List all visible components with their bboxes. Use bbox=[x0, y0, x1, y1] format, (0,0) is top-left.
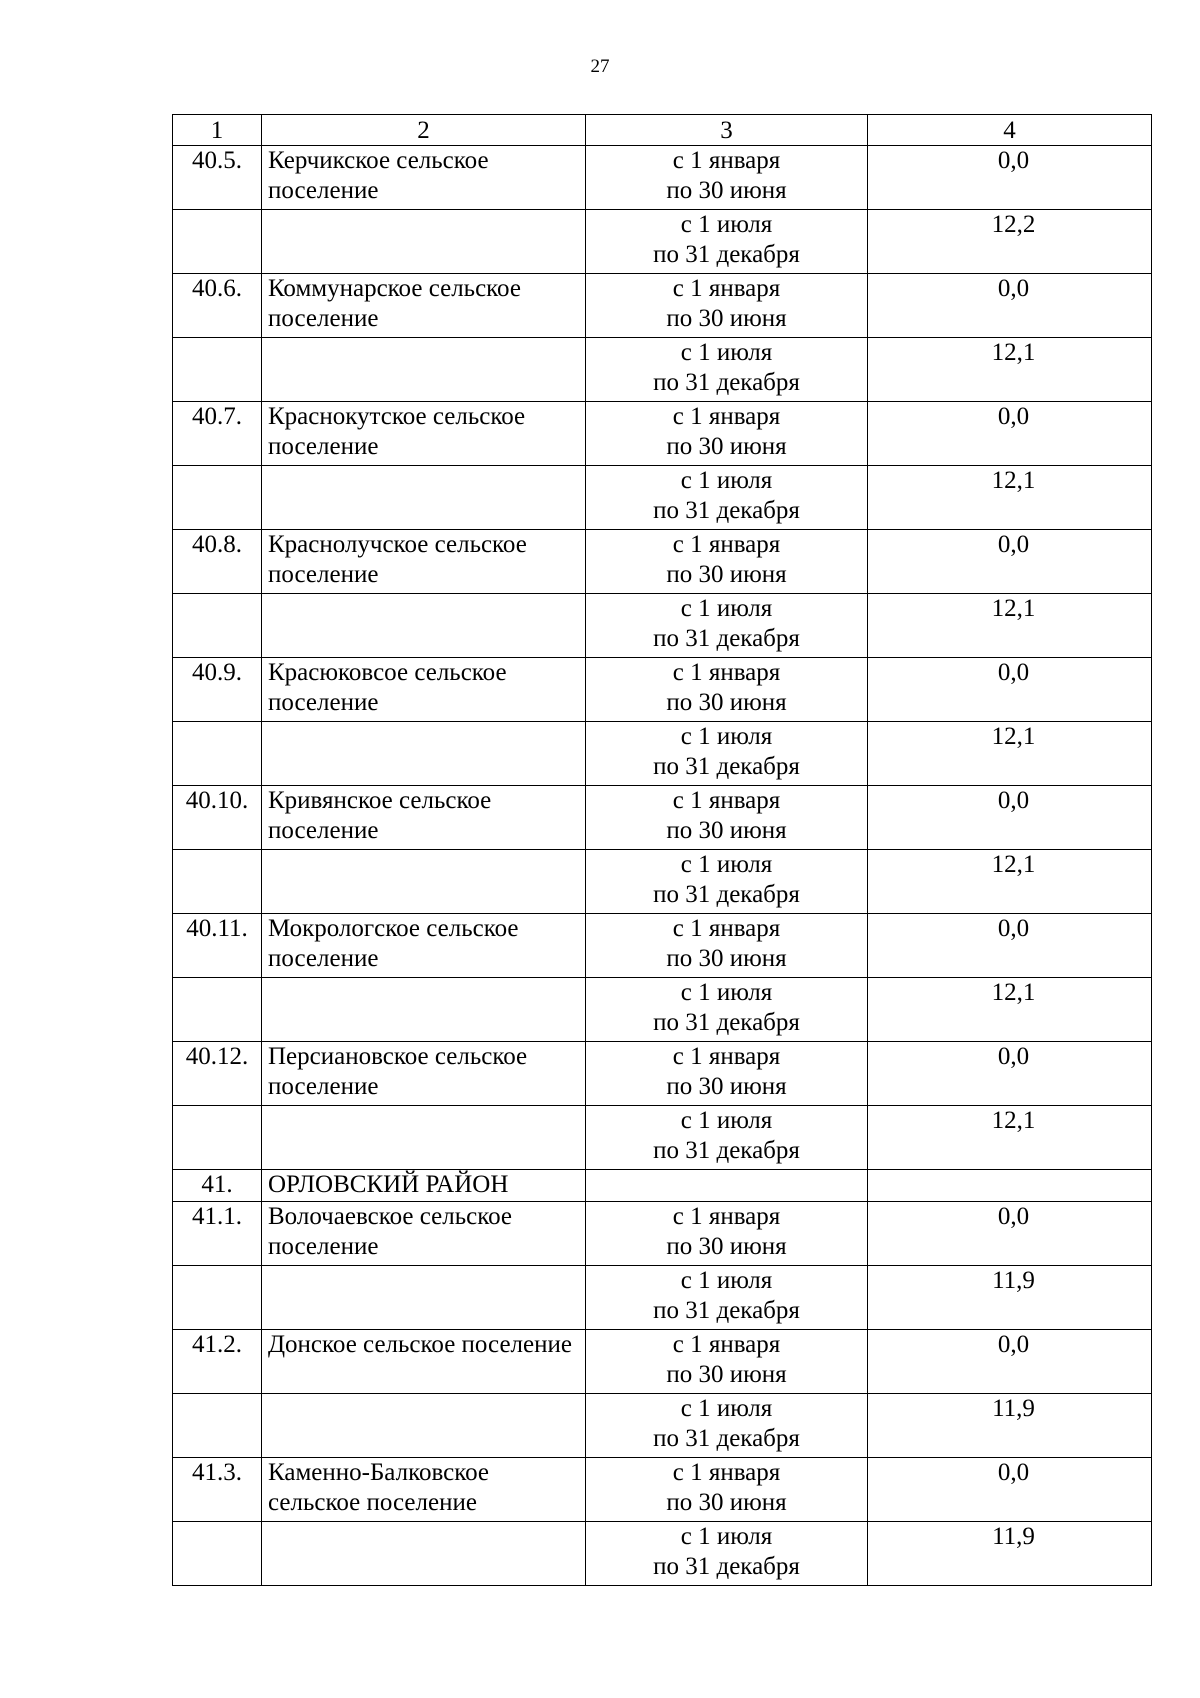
period-text: с 1 июля по 31 декабря bbox=[653, 1107, 800, 1164]
period-text: с 1 июля по 31 декабря bbox=[653, 467, 800, 524]
row-number-text: 40.5. bbox=[192, 147, 242, 174]
value-cell bbox=[868, 402, 1152, 466]
value-text: 0,0 bbox=[997, 1203, 1030, 1230]
value-text: 0,0 bbox=[997, 531, 1030, 558]
table-row bbox=[173, 402, 1152, 466]
table-row bbox=[173, 786, 1152, 850]
row-number-text: 41.1. bbox=[192, 1203, 242, 1230]
period-cell bbox=[586, 914, 868, 978]
period-text: с 1 июля по 31 декабря bbox=[653, 211, 800, 268]
value-cell bbox=[868, 1106, 1152, 1170]
period-cell bbox=[586, 722, 868, 786]
value-cell bbox=[868, 210, 1152, 274]
table-row bbox=[173, 1106, 1152, 1170]
value-text: 12,1 bbox=[991, 979, 1036, 1006]
period-cell bbox=[586, 1266, 868, 1330]
period-text: с 1 января по 30 июня bbox=[666, 659, 787, 716]
settlement-name-cell bbox=[262, 338, 586, 402]
row-number-text: 41.2. bbox=[192, 1331, 242, 1358]
table-row bbox=[173, 466, 1152, 530]
value-text: 0,0 bbox=[997, 1331, 1030, 1358]
settlement-name-cell bbox=[262, 1522, 586, 1586]
period-text: с 1 июля по 31 декабря bbox=[653, 1395, 800, 1452]
row-number-cell bbox=[173, 338, 262, 402]
period-cell bbox=[586, 786, 868, 850]
period-cell bbox=[586, 1202, 868, 1266]
rates-table bbox=[172, 114, 1152, 1586]
table-row bbox=[173, 978, 1152, 1042]
value-cell bbox=[868, 658, 1152, 722]
table-row bbox=[173, 338, 1152, 402]
table-row bbox=[173, 914, 1152, 978]
value-cell bbox=[868, 1458, 1152, 1522]
value-text: 0,0 bbox=[997, 1043, 1030, 1070]
row-number-text: 40.10. bbox=[185, 787, 249, 814]
period-cell bbox=[586, 1522, 868, 1586]
row-number-cell bbox=[173, 594, 262, 658]
period-text: с 1 января по 30 июня bbox=[666, 1331, 787, 1388]
settlement-name-cell bbox=[262, 722, 586, 786]
row-number-cell bbox=[173, 274, 262, 338]
settlement-name-cell bbox=[262, 1394, 586, 1458]
period-cell bbox=[586, 466, 868, 530]
settlement-name-cell bbox=[262, 466, 586, 530]
settlement-name-cell bbox=[262, 1266, 586, 1330]
value-text: 0,0 bbox=[997, 787, 1030, 814]
table-row bbox=[173, 1394, 1152, 1458]
settlement-name-text: Мокрологское сельское поселение bbox=[268, 915, 519, 972]
row-number-cell bbox=[173, 1522, 262, 1586]
value-cell bbox=[868, 1202, 1152, 1266]
period-text: с 1 января по 30 июня bbox=[666, 147, 787, 204]
value-text: 0,0 bbox=[997, 403, 1030, 430]
table-row bbox=[173, 1202, 1152, 1266]
value-text: 0,0 bbox=[997, 275, 1030, 302]
value-text: 12,1 bbox=[991, 851, 1036, 878]
page-number: 27 bbox=[590, 56, 610, 77]
table-body bbox=[173, 115, 1152, 1586]
row-number-cell bbox=[173, 1330, 262, 1394]
period-text: с 1 июля по 31 декабря bbox=[653, 723, 800, 780]
value-text: 12,1 bbox=[991, 1107, 1036, 1134]
period-text: с 1 июля по 31 декабря bbox=[653, 339, 800, 396]
settlement-name-cell bbox=[262, 1330, 586, 1394]
row-number-text: 41. bbox=[201, 1171, 233, 1198]
table-row bbox=[173, 850, 1152, 914]
value-text: 12,1 bbox=[991, 467, 1036, 494]
settlement-name-cell bbox=[262, 530, 586, 594]
period-text: с 1 июля по 31 декабря bbox=[653, 595, 800, 652]
table-row bbox=[173, 146, 1152, 210]
table-row bbox=[173, 210, 1152, 274]
period-cell bbox=[586, 274, 868, 338]
value-text: 0,0 bbox=[997, 659, 1030, 686]
period-text: с 1 января по 30 июня bbox=[666, 1459, 787, 1516]
settlement-name-cell bbox=[262, 658, 586, 722]
row-number-cell bbox=[173, 146, 262, 210]
table-row bbox=[173, 1266, 1152, 1330]
value-cell bbox=[868, 594, 1152, 658]
settlement-name-cell bbox=[262, 914, 586, 978]
value-cell bbox=[868, 850, 1152, 914]
settlement-name-cell bbox=[262, 1458, 586, 1522]
settlement-name-cell bbox=[262, 210, 586, 274]
settlement-name-text: Персиановское сельское поселение bbox=[268, 1043, 528, 1100]
row-number-cell bbox=[173, 722, 262, 786]
period-cell bbox=[586, 1394, 868, 1458]
period-cell bbox=[586, 850, 868, 914]
value-cell bbox=[868, 786, 1152, 850]
period-cell bbox=[586, 978, 868, 1042]
table-row bbox=[173, 1042, 1152, 1106]
row-number-cell bbox=[173, 1266, 262, 1330]
period-text: с 1 января по 30 июня bbox=[666, 275, 787, 332]
row-number-cell bbox=[173, 914, 262, 978]
settlement-name-text: Краснолучское сельское поселение bbox=[268, 531, 527, 588]
period-text: с 1 января по 30 июня bbox=[666, 1203, 787, 1260]
row-number-cell bbox=[173, 466, 262, 530]
period-cell bbox=[586, 1330, 868, 1394]
settlement-name-text: Керчикское сельское поселение bbox=[268, 147, 489, 204]
value-cell bbox=[868, 1042, 1152, 1106]
table-row bbox=[173, 594, 1152, 658]
period-cell bbox=[586, 1042, 868, 1106]
period-text: с 1 июля по 31 декабря bbox=[653, 1523, 800, 1580]
table-header-row bbox=[173, 115, 1152, 146]
table-row bbox=[173, 658, 1152, 722]
table-row bbox=[173, 1458, 1152, 1522]
value-text: 11,9 bbox=[992, 1267, 1035, 1294]
period-text: с 1 июля по 31 декабря bbox=[653, 1267, 800, 1324]
settlement-name-text: ОРЛОВСКИЙ РАЙОН bbox=[268, 1171, 509, 1198]
value-cell bbox=[868, 978, 1152, 1042]
value-cell bbox=[868, 1330, 1152, 1394]
value-cell bbox=[868, 914, 1152, 978]
row-number-cell bbox=[173, 1458, 262, 1522]
settlement-name-cell bbox=[262, 274, 586, 338]
row-number-text: 40.12. bbox=[185, 1043, 249, 1070]
row-number-cell bbox=[173, 978, 262, 1042]
row-number-cell bbox=[173, 210, 262, 274]
period-text: с 1 июля по 31 декабря bbox=[653, 979, 800, 1036]
column-header: 4 bbox=[868, 115, 1152, 146]
settlement-name-text: Коммунарское сельское поселение bbox=[268, 275, 521, 332]
value-text: 0,0 bbox=[997, 915, 1030, 942]
value-text: 12,1 bbox=[991, 723, 1036, 750]
row-number-cell bbox=[173, 1202, 262, 1266]
period-text: с 1 января по 30 июня bbox=[666, 531, 787, 588]
value-text: 11,9 bbox=[992, 1523, 1035, 1550]
period-text: с 1 января по 30 июня bbox=[666, 787, 787, 844]
settlement-name-text: Волочаевское сельское поселение bbox=[268, 1203, 512, 1260]
value-cell bbox=[868, 1522, 1152, 1586]
settlement-name-text: Краснокутское сельское поселение bbox=[268, 403, 526, 460]
row-number-cell bbox=[173, 850, 262, 914]
table-row bbox=[173, 722, 1152, 786]
value-cell bbox=[868, 1266, 1152, 1330]
period-cell bbox=[586, 530, 868, 594]
settlement-name-cell bbox=[262, 594, 586, 658]
period-cell bbox=[586, 1106, 868, 1170]
period-cell bbox=[586, 658, 868, 722]
settlement-name-text: Красюковсое сельское поселение bbox=[268, 659, 507, 716]
column-header: 2 bbox=[262, 115, 586, 146]
period-text: с 1 января по 30 июня bbox=[666, 1043, 787, 1100]
settlement-name-cell bbox=[262, 786, 586, 850]
settlement-name-cell bbox=[262, 146, 586, 210]
settlement-name-cell bbox=[262, 850, 586, 914]
row-number-text: 40.6. bbox=[192, 275, 242, 302]
district-row bbox=[173, 1170, 1152, 1202]
column-header: 1 bbox=[173, 115, 262, 146]
period-cell bbox=[586, 402, 868, 466]
row-number-cell bbox=[173, 1394, 262, 1458]
row-number-cell bbox=[173, 658, 262, 722]
row-number-cell bbox=[173, 1106, 262, 1170]
row-number-text: 40.8. bbox=[192, 531, 242, 558]
row-number-cell bbox=[173, 1042, 262, 1106]
row-number-text: 40.9. bbox=[192, 659, 242, 686]
value-cell bbox=[868, 1170, 1152, 1202]
period-cell bbox=[586, 210, 868, 274]
period-cell bbox=[586, 1170, 868, 1202]
value-cell bbox=[868, 722, 1152, 786]
table-row bbox=[173, 530, 1152, 594]
value-text: 0,0 bbox=[997, 147, 1030, 174]
column-header: 3 bbox=[586, 115, 868, 146]
table-row bbox=[173, 1522, 1152, 1586]
row-number-cell bbox=[173, 1170, 262, 1202]
value-cell bbox=[868, 1394, 1152, 1458]
row-number-text: 40.7. bbox=[192, 403, 242, 430]
value-text: 12,1 bbox=[991, 595, 1036, 622]
row-number-text: 40.11. bbox=[186, 915, 248, 942]
period-cell bbox=[586, 338, 868, 402]
value-cell bbox=[868, 274, 1152, 338]
table-row bbox=[173, 1330, 1152, 1394]
value-text: 12,2 bbox=[991, 211, 1036, 238]
settlement-name-cell bbox=[262, 978, 586, 1042]
period-cell bbox=[586, 594, 868, 658]
row-number-cell bbox=[173, 530, 262, 594]
settlement-name-cell bbox=[262, 1106, 586, 1170]
value-text: 11,9 bbox=[992, 1395, 1035, 1422]
settlement-name-cell bbox=[262, 1202, 586, 1266]
value-text: 0,0 bbox=[997, 1459, 1030, 1486]
period-text: с 1 июля по 31 декабря bbox=[653, 851, 800, 908]
settlement-name-cell bbox=[262, 1170, 586, 1202]
period-text: с 1 января по 30 июня bbox=[666, 403, 787, 460]
table-row bbox=[173, 274, 1152, 338]
value-cell bbox=[868, 146, 1152, 210]
settlement-name-text: Кривянское сельское поселение bbox=[268, 787, 492, 844]
period-cell bbox=[586, 1458, 868, 1522]
settlement-name-text: Донское сельское поселение bbox=[268, 1331, 572, 1358]
row-number-cell bbox=[173, 402, 262, 466]
settlement-name-text: Каменно-Балковское сельское поселение bbox=[268, 1459, 489, 1516]
value-cell bbox=[868, 338, 1152, 402]
row-number-cell bbox=[173, 786, 262, 850]
value-cell bbox=[868, 466, 1152, 530]
value-cell bbox=[868, 530, 1152, 594]
period-cell bbox=[586, 146, 868, 210]
row-number-text: 41.3. bbox=[192, 1459, 242, 1486]
value-text: 12,1 bbox=[991, 339, 1036, 366]
period-text: с 1 января по 30 июня bbox=[666, 915, 787, 972]
settlement-name-cell bbox=[262, 1042, 586, 1106]
settlement-name-cell bbox=[262, 402, 586, 466]
